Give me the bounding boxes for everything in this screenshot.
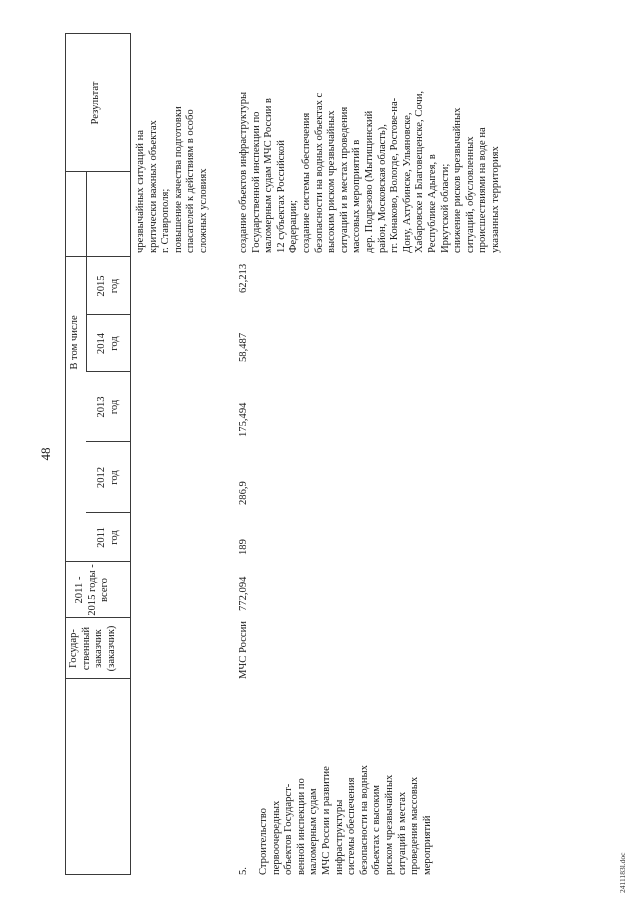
header-year-2015: 2015 год — [96, 275, 120, 297]
continuation-result: чрезвычайных ситуаций на критически важных объектах г. Ставрополя; повышение качества подготовки спасателей к действиям в особо сложных условиях — [135, 106, 209, 253]
header-year-2013: 2013 год — [96, 396, 120, 418]
row-total: 772,094 — [238, 576, 249, 611]
header-year-2011: 2011 год — [96, 527, 120, 548]
footer-doc-code: 2411183l.doc — [618, 852, 627, 893]
row-2014: 58,487 — [238, 332, 249, 362]
row-result: создание объектов инфраструктуры Государственной инспекции по маломерным судам МЧС России в 12 субъектах Российской Федерации; создание системы обеспечения безопасности на водных объектах с высоким риском чрезвычайных ситуаций и в местах проведения массовых мероприятий в дер. Подрезово (Мытищинский район, Московская область), гг. Конаково, Вологде, Ростове-на- Дону, Ахтубинске, Ульяновске, Хабаровске и Благовещенске, Сочи, Республике Адыгея, в Иркутской области; снижение рисков чрезвычайных ситуаций, обусловленных происшествиями на воде на указанных территориях — [238, 90, 501, 253]
header-in-that-number: В том числе — [69, 315, 80, 370]
header-total: 2011 - 2015 годы - всего — [74, 564, 111, 616]
row-2015: 62,213 — [238, 263, 249, 293]
header-bottom-line — [130, 33, 131, 875]
header-result: Результат — [90, 81, 101, 125]
table-left-border — [65, 874, 130, 875]
row-2013: 175,494 — [238, 402, 249, 437]
row-name: Строительство первоочередных объектов Государст- венной инспекции по маломерным судам МЧС России и развитие инфраструктуры системы обеспечения безопасности на водных объектах с высоким риском чрезвычайных ситуаций в местах проведения массовых мероприятий — [258, 765, 433, 875]
row-2011: 189 — [238, 539, 249, 555]
header-customer: Государ- ственный заказчик (заказчик) — [68, 625, 117, 672]
row-customer: МЧС России — [238, 621, 249, 679]
row-number: 5. — [238, 867, 249, 875]
subheader-line — [86, 172, 87, 372]
page-number: 48 — [38, 447, 53, 461]
header-year-2014: 2014 год — [96, 332, 120, 355]
header-year-2012: 2012 год — [96, 466, 120, 489]
row-2012: 286,9 — [238, 481, 249, 505]
table-top-line — [65, 33, 66, 875]
